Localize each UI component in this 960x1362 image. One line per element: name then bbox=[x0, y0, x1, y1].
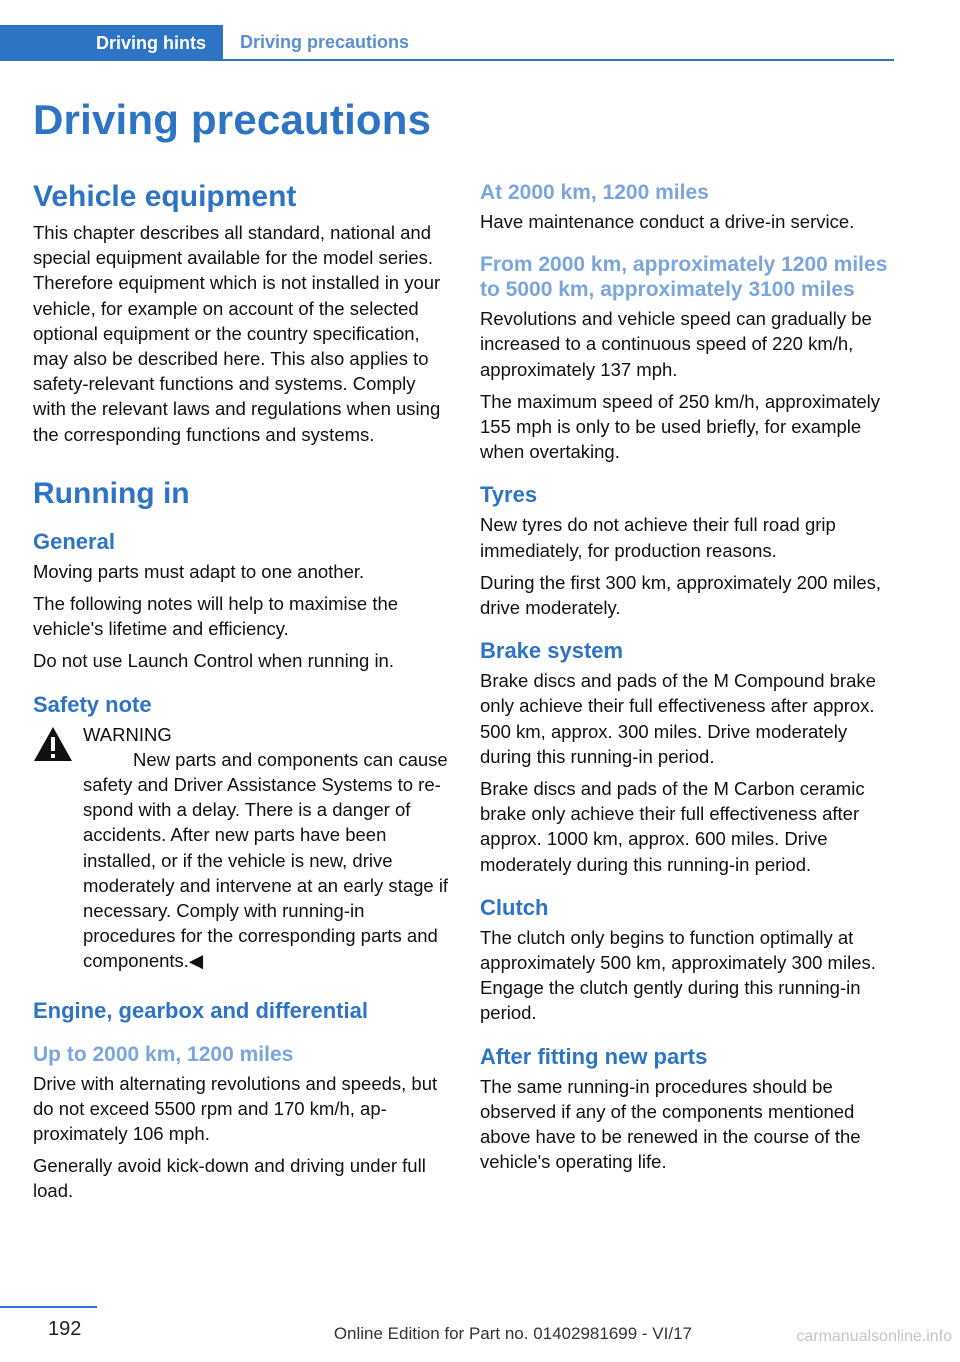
footer-rule bbox=[0, 1306, 97, 1308]
at-2000-text: Have maintenance conduct a drive-in service. bbox=[480, 211, 855, 232]
heading-general: General bbox=[33, 528, 115, 554]
heading-running-in: Running in bbox=[33, 476, 190, 510]
header-tabs bbox=[0, 25, 894, 61]
general-text-2: The following notes will help to maximise the vehicle's lifetime and efficiency. bbox=[33, 593, 399, 640]
general-text-3: Do not use Launch Control when running in. bbox=[33, 650, 394, 672]
clutch-text: The clutch only begins to function optimally at approximately 500 km, approximately 300 miles. Engage the clutch gently during this running-in period. bbox=[480, 926, 876, 1024]
page-title: Driving precautions bbox=[33, 96, 432, 143]
brake-text-1: Brake discs and pads of the M Compound brake only achieve their full effectiveness after approx. 500 km, approx. 300 miles. Drive moderately during this running-in period. bbox=[480, 670, 876, 767]
from-2000-text-2: The maximum speed of 250 km/h, approximately 155 mph is only to be used briefly, for example when overtaking. bbox=[480, 390, 880, 463]
after-fitting-text: The same running-in procedures should be observed if any of the components mentioned above have to be renewed in the course of the vehicle's operating life. bbox=[480, 1075, 861, 1173]
tyres-text-2: During the first 300 km, approximately 200 miles, drive moderately. bbox=[480, 571, 882, 619]
tab-driving-hints[interactable]: Driving hints bbox=[0, 25, 223, 61]
heading-engine-gearbox: Engine, gearbox and differential bbox=[33, 997, 368, 1023]
tyres-text-1: New tyres do not achieve their full road grip immediately, for production reasons. bbox=[480, 514, 836, 561]
left-column bbox=[33, 180, 449, 1211]
warning-label: WARNING bbox=[83, 723, 172, 745]
heading-clutch: Clutch bbox=[480, 894, 549, 920]
brake-text-2: Brake discs and pads of the M Carbon ceramic brake only achieve their full effectiveness after approx. 1000 km, approx. 600 miles. Drive moderately during this running-in period. bbox=[480, 778, 865, 875]
warning-text: New parts and components can cause safety and Driver Assistance Systems to respond with a delay. There is a danger of accidents. After new parts have been installed, or if the vehicle is new, drive moderately and intervene at an early stage if necessary. Comply with running-in procedures for the corresponding parts and components.◀ bbox=[83, 748, 449, 972]
heading-from-2000: From 2000 km, approximately 1200 miles to 5000 km, approximately 3100 miles bbox=[480, 253, 888, 302]
heading-safety-note: Safety note bbox=[33, 691, 152, 717]
warning-icon bbox=[33, 726, 73, 762]
heading-up-to-2000: Up to 2000 km, 1200 miles bbox=[33, 1042, 294, 1066]
footer-watermark: carmanualsonline.info bbox=[796, 1328, 952, 1345]
warning-block bbox=[33, 722, 449, 974]
heading-tyres: Tyres bbox=[480, 482, 538, 508]
right-column bbox=[480, 180, 898, 1181]
tab-driving-precautions[interactable]: Driving precautions bbox=[240, 31, 410, 52]
heading-vehicle-equipment: Vehicle equipment bbox=[33, 180, 297, 213]
heading-at-2000: At 2000 km, 1200 miles bbox=[480, 181, 709, 204]
from-2000-text-1: Revolutions and vehicle speed can gradually be increased to a continuous speed of 220 km/h, approximately 137 mph. bbox=[480, 308, 872, 380]
footer-edition: Online Edition for Part no. 01402981699 - VI/17 bbox=[333, 1324, 692, 1343]
vehicle-equipment-text: This chapter describes all standard, national and special equipment available for the model series. Therefore equipment which is not installed in your vehicle, for example on account of the selected optional equipment or the country specification, may also be described here. This also applies to safety-relevant functions and systems. Comply with the relevant laws and regulations when using the corresponding functions and systems. bbox=[33, 222, 441, 445]
page-number: 192 bbox=[48, 1318, 82, 1340]
up-to-2000-text-2: Generally avoid kick-down and driving under full load. bbox=[33, 1155, 426, 1202]
heading-brake-system: Brake system bbox=[480, 638, 624, 664]
heading-after-fitting: After fitting new parts bbox=[480, 1043, 708, 1069]
header-rule bbox=[0, 59, 894, 61]
up-to-2000-text-1: Drive with alternating revolutions and speeds, but do not exceed 5500 rpm and 170 km/h, approximately 106 mph. bbox=[33, 1072, 438, 1145]
general-text-1: Moving parts must adapt to one another. bbox=[33, 560, 365, 582]
